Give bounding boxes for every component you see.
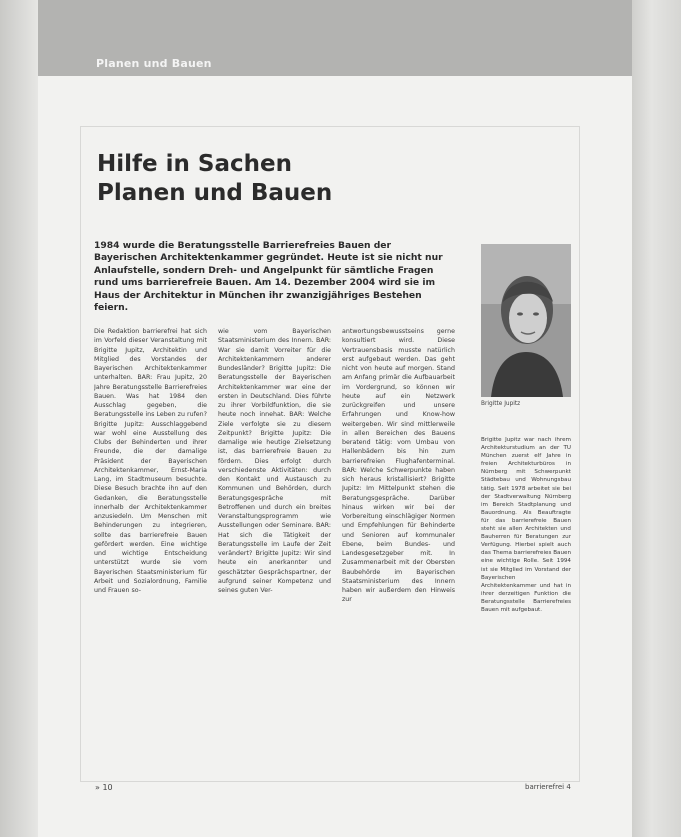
article-column-2: wie vom Bayerischen Staatsministerium des Innern. BAR: War sie damit Vorreiter für die Architektenkammern anderer Bundesländer? Brigitte Jupitz: Die Beratungsstelle der Bayerischen Architektenkammer war eine der ersten in Deutschland. Dies führte zu ihrer Vorbildfunktion, die sie heute noch innehat. BAR: Welche Ziele verfolgte sie zu diesem Zeitpunkt? Brigitte Jupitz: Die damalige wie heutige Zielsetzung ist, das barrierefreie Bauen zu fördern. Dies erfolgt durch verschiedenste Aktivitäten: durch den Kontakt und Austausch zu Kommunen und Behörden, durch Beratungsgespräche mit Betroffenen und durch ein breites Veranstaltungsprogramm wie Ausstellungen oder Seminare. BAR: Hat sich die Tätigkeit der Beratungsstelle im Laufe der Zeit verändert? Brigitte Jupitz: Wir sind heute ein anerkannter und geschätzter Gesprächspartner, der aufgrund seiner Kompetenz und seines guten Ver- xyxy=(218,328,331,594)
lead-paragraph: 1984 wurde die Beratungsstelle Barrierefreies Bauen der Bayerischen Architektenkammer gegründet. Heute ist sie nicht nur Anlaufstelle, sondern Dreh- und Angelpunkt für sämtliche Fragen rund ums barrierefreie Bauen. Am 14. Dezember 2004 wird sie im Haus der Architektur in München ihr zwanzigjähriges Bestehen feiern. xyxy=(94,240,443,314)
article-column-1: Die Redaktion barrierefrei hat sich im Vorfeld dieser Veranstaltung mit Brigitte Jupitz, Architektin und Mitglied des Vorstandes der Bayerischen Architektenkammer unterhalten. BAR: Frau Jupitz, 20 Jahre Beratungsstelle Barrierefreies Bauen. Was hat 1984 den Ausschlag gegeben, die Beratungsstelle ins Leben zu rufen? Brigitte Jupitz: Ausschlaggebend war wohl eine Ausstellung des Clubs der Behinderten und ihrer Freunde, die der damalige Präsident der Bayerischen Architektenkammer, Ernst-Maria Lang, im Stadtmuseum besuchte. Diese Besuch brachte ihn auf den Gedanken, die Beratungsstelle innerhalb der Architektenkammer anzusiedeln. Um Menschen mit Behinderungen zu integrieren, sollte das barrierefreie Bauen gefördert werden. Eine wichtige und wichtige Entscheidung unterstützt wurde sie vom Bayerischen Staatsministerium für Arbeit und Sozialordnung, Familie und Frauen so- xyxy=(94,328,207,594)
page-edge-right xyxy=(632,0,681,837)
section-label: Planen und Bauen xyxy=(96,57,212,70)
title-line-2: Planen und Bauen xyxy=(97,180,333,206)
article-column-3: antwortungsbewusstseins gerne konsultiert wird. Diese Vertrauensbasis musste natürlich erst aufgebaut werden. Das geht nicht von heute auf morgen. Stand am Anfang primär die Aufbauarbeit im Vordergrund, so können wir heute auf ein Netzwerk zurückgreifen und unsere Erfahrungen und Know-how weitergeben. Wir sind mittlerweile in allen Bereichen des Bauens beratend tätig: vom Umbau von Hallenbädern bis hin zum barrierefreien Flughafenterminal. BAR: Welche Schwerpunkte haben sich heraus kristallisiert? Brigitte Jupitz: Im Mittelpunkt stehen die Beratungsgespräche. Darüber hinaus wirken wir bei der Vorbereitung einschlägiger Normen und Empfehlungen für Behinderte und Senioren auf kommunaler Ebene, beim Bundes- und Landesgesetzgeber mit. In Zusammenarbeit mit der Obersten Baubehörde im Bayerischen Staatsministerium des Innern haben wir außerdem den Hinweis zur xyxy=(342,328,455,604)
portrait-photo xyxy=(481,244,571,397)
photo-caption: Brigitte Jupitz xyxy=(481,401,521,407)
portrait-image xyxy=(481,244,571,397)
page-number: » 10 xyxy=(95,783,113,792)
biography-column: Brigitte Jupitz war nach ihrem Architekturstudium an der TU München zuerst elf Jahre in freien Architekturbüros in Nürnberg mit Schwerpunkt Städtebau und Wohnungsbau tätig. Seit 1978 arbeitet sie bei der Stadtverwaltung Nürnberg im Bereich Stadtplanung und Bauordnung. Als Beauftragte für das barrierefreie Bauen steht sie allen Architekten und Bauherren für Beratungen zur Verfügung. Hierbei spielt auch das Thema barrierefreies Bauen eine wichtige Rolle. Seit 1994 ist sie Mitglied im Vorstand der Bayerischen Architektenkammer und hat in ihrer derzeitigen Funktion die Beratungsstelle Barrierefreies Bauen mit aufgebaut. xyxy=(481,437,571,613)
magazine-name: barrierefrei 4 xyxy=(525,783,571,791)
article-title xyxy=(97,150,332,208)
title-line-1: Hilfe in Sachen xyxy=(97,151,292,177)
page-edge-left xyxy=(0,0,38,837)
